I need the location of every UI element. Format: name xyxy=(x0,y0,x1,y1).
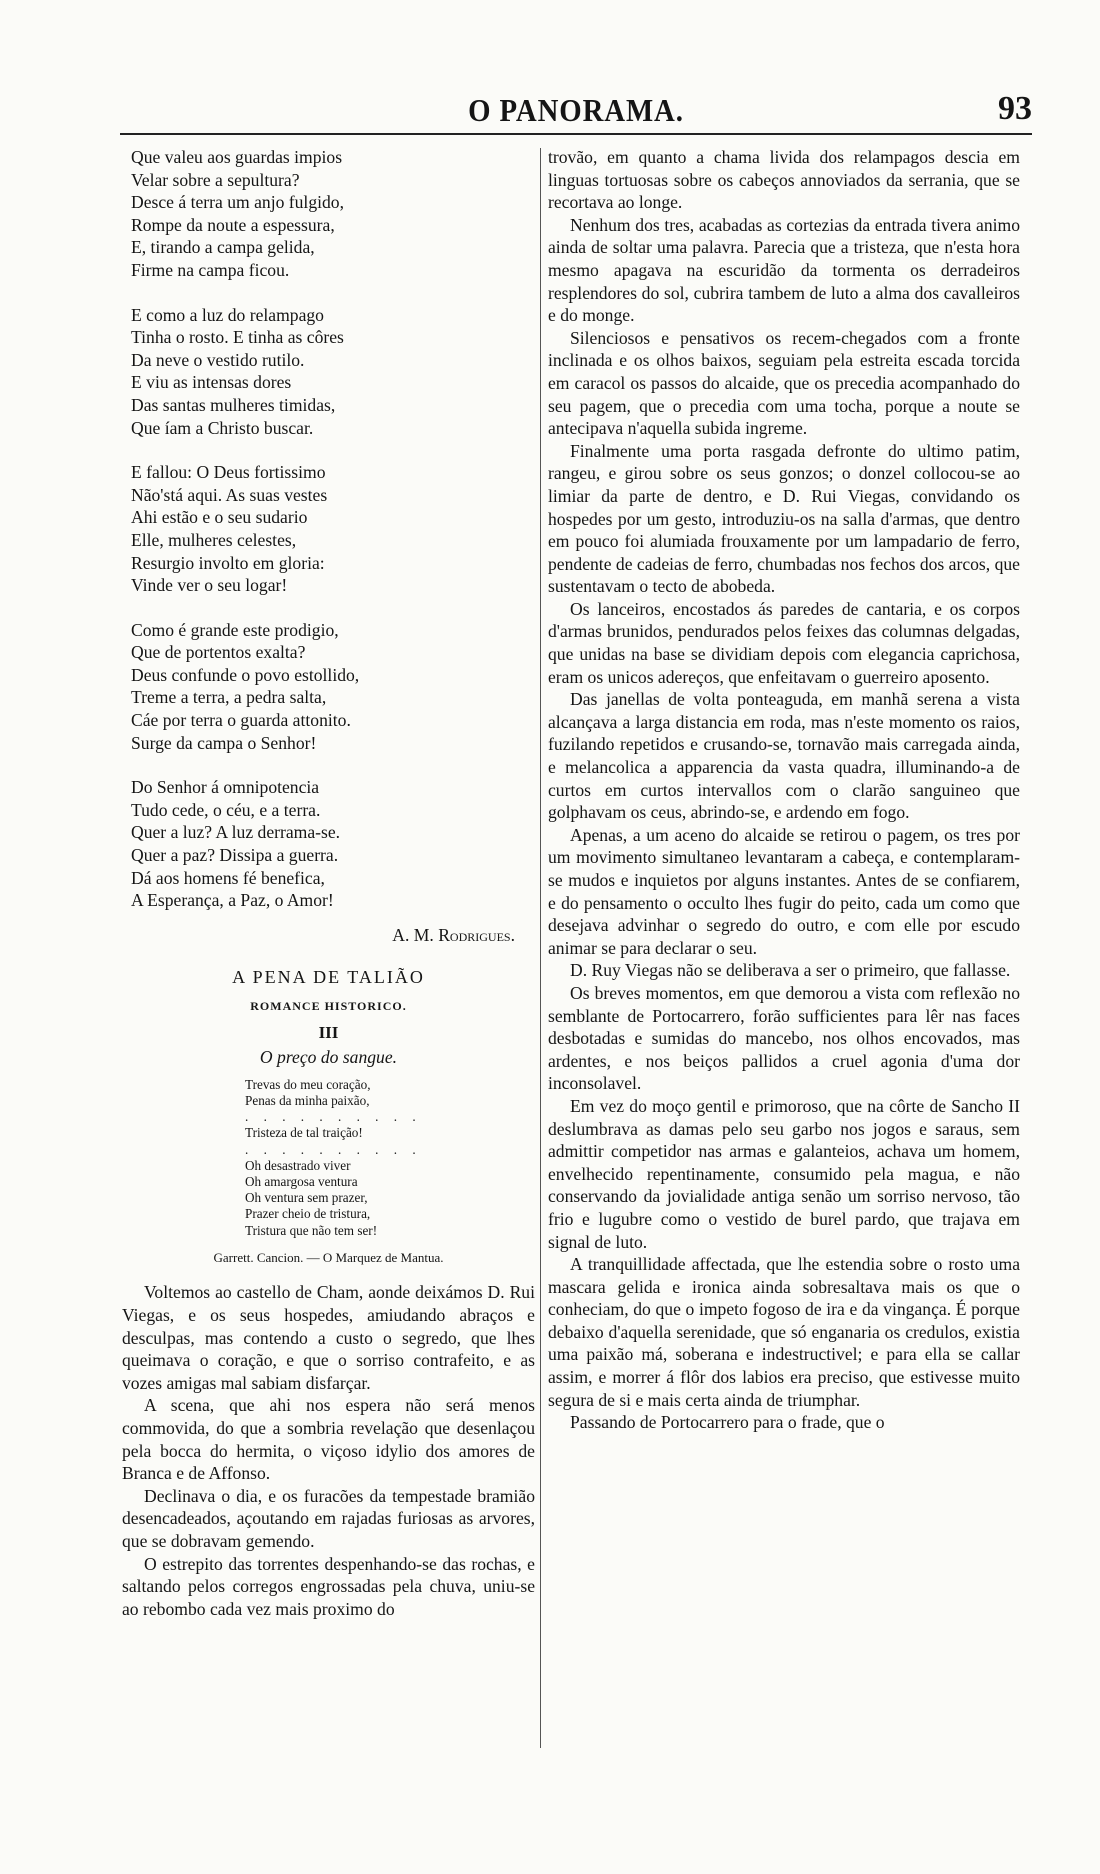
poem-stanza xyxy=(131,146,535,282)
verse-line: Rompe da noute a espessura, xyxy=(131,214,335,235)
verse-line: Que valeu aos guardas impios xyxy=(131,147,343,167)
epigraph-line: Prazer cheio de tristura, xyxy=(245,1206,371,1222)
left-column xyxy=(122,146,535,1620)
paragraph: Declinava o dia, e os furacões da tempestade bramião desencadeados, açoutando em rajadas furiosas as arvores, que se dobravam gemendo. xyxy=(122,1485,535,1551)
epigraph-line: Tristura que não tem ser! xyxy=(245,1222,378,1238)
verse-line: Surge da campa o Senhor! xyxy=(131,732,317,753)
verse-line: E, tirando a campa gelida, xyxy=(131,237,315,258)
poem-stanza xyxy=(131,461,535,597)
epigraph-source: Garrett. Cancion. — O Marquez de Mantua. xyxy=(213,1249,444,1265)
verse-line: A Esperança, a Paz, o Amor! xyxy=(131,890,334,911)
epigraph-line: Oh desastrado viver xyxy=(245,1157,351,1173)
poem-stanza xyxy=(131,304,535,440)
article-subtitle: ROMANCE HISTORICO. xyxy=(250,999,407,1013)
paragraph: Passando de Portocarrero para o frade, que o xyxy=(570,1412,885,1433)
verse-line: E viu as intensas dores xyxy=(131,372,292,393)
verse-line: Que íam a Christo buscar. xyxy=(131,417,314,438)
article-heading xyxy=(122,966,535,1068)
chapter-number: III xyxy=(318,1022,339,1042)
verse-line: Velar sobre a sepultura? xyxy=(131,169,300,190)
article-title: A PENA DE TALIÃO xyxy=(232,967,425,988)
verse-line: Firme na campa ficou. xyxy=(131,259,290,280)
paragraph: Os lanceiros, encostados ás paredes de cantaria, e os corpos d'armas brunidos, pendurados pelos feixes das columnas delgadas, que unidas na base se dividiam depois com elegancia caprichosa, eram os unicos adereços, que enfeitavam o guerreiro aposento. xyxy=(548,598,1020,687)
verse-line: E como a luz do relampago xyxy=(131,304,324,325)
verse-line: Como é grande este prodigio, xyxy=(131,619,339,640)
verse-line: Quer a paz? Dissipa a guerra. xyxy=(131,845,339,866)
paragraph: A tranquillidade affectada, que lhe estendia sobre o rosto uma mascara gelida e ironica ainda sobresaltava mais os que o conheciam, do que o impeto fogoso de ira e da vingança. É porque debaixo d'aquella serenidade, que só enganaria os credulos, existia uma paixão má, soberana e indestructivel; e para ella se callar assim, e morrer á flôr dos labios era preciso, que estivesse muito segura de si e mais certa ainda de triumphar. xyxy=(548,1254,1020,1410)
poem-signature: A. M. Rodrigues. xyxy=(392,924,515,945)
verse-line: Não'stá aqui. As suas vestes xyxy=(131,484,328,505)
verse-line: E fallou: O Deus fortissimo xyxy=(131,462,326,483)
verse-line: Do Senhor á omnipotencia xyxy=(131,777,320,798)
epigraph-ellipsis: . . . . . . . . . . xyxy=(245,1141,422,1157)
paragraph: Nenhum dos tres, acabadas as cortezias da entrada tivera animo ainda de soltar uma palavra. Parecia que a tristeza, que n'esta hora mesmo apagava na escuridão da tormenta os derradeiros resplendores do sol, cubrira tambem de luto a alma dos cavalleiros e do monge. xyxy=(548,214,1020,326)
paragraph: O estrepito das torrentes despenhando-se das rochas, e saltando pelos corregos engrossadas pela chuva, uniu-se ao rebombo cada vez mais proximo do xyxy=(122,1553,535,1619)
page-number: 93 xyxy=(998,90,1032,127)
verse-line: Dá aos homens fé benefica, xyxy=(131,867,325,888)
poem-stanza xyxy=(131,776,535,912)
paragraph: Finalmente uma porta rasgada defronte do ultimo patim, rangeu, e girou sobre os seus gonzos; o donzel collocou-se ao limiar da parte de dentro, e D. Rui Viegas, convidando os hospedes por um gesto, introduziu-os na salla d'armas, que dentro em pouco foi alumiada frouxamente por um lampadario de ferro, pendente de cadeias de ferro, chumbadas nos fechos dos arcos, que sustentavam o tecto de abobeda. xyxy=(548,440,1020,597)
paragraph: Apenas, a um aceno do alcaide se retirou o pagem, os tres por um movimento simultaneo levantaram a cabeça, e contemplaram-se mudos e inquietos por alguns instantes. Antes de se confiarem, e do pensamento o occulto lhes fugir do peito, cada um como que desejava advinhar o segredo do outro, e com elle por escudo animar se para declarar o seu. xyxy=(548,824,1020,958)
verse-line: Desce á terra um anjo fulgido, xyxy=(131,192,344,213)
article-body-left xyxy=(122,1281,535,1620)
verse-line: Da neve o vestido rutilo. xyxy=(131,349,305,370)
paragraph: Voltemos ao castello de Cham, aonde deixámos D. Rui Viegas, e os seus hospedes, amiudando abraços e desculpas, mas contendo a custo o segredo, que lhes queimava o coração, e que o sorriso contrafeito, e as vozes amigas mal sabiam disfarçar. xyxy=(122,1282,535,1393)
verse-line: Treme a terra, a pedra salta, xyxy=(131,687,327,708)
right-column xyxy=(548,146,1020,1434)
paragraph: A scena, que ahi nos espera não será menos commovida, do que a sombria revelação que desenlaçou pela bocca do hermita, o viçoso idylio dos amores de Branca e de Affonso. xyxy=(122,1395,535,1484)
verse-line: Das santas mulheres timidas, xyxy=(131,394,336,415)
chapter-title: O preço do sangue. xyxy=(259,1047,398,1068)
verse-line: Quer a luz? A luz derrama-se. xyxy=(131,822,341,843)
verse-line: Resurgio involto em gloria: xyxy=(131,552,325,573)
epigraph-ellipsis: . . . . . . . . . . xyxy=(245,1109,422,1125)
paragraph: Em vez do moço gentil e primoroso, que na côrte de Sancho II deslumbrava as damas pelo seu garbo nos jogos e saraus, sem admittir competidor nas armas e galanteios, achava um homem, envelhecido repentinamente, consumido pela magua, e não conservando da jovialidade antiga senão um sorriso nervoso, tão frio e lugubre como o vestido de burel pardo, que trajava em signal de luto. xyxy=(548,1095,1020,1252)
verse-line: Ahi estão e o seu sudario xyxy=(131,507,308,528)
page-header xyxy=(120,90,1032,134)
paragraph: Silenciosos e pensativos os recem-chegados com a fronte inclinada e os olhos baixos, seguiam pela estreita escada torcida em caracol os passos do alcaide, que os precedia acompanhado do seu pagem, que o precedia com uma tocha, porque a noute se antecipava n'aquella subida ingreme. xyxy=(548,327,1020,439)
verse-line: Vinde ver o seu logar! xyxy=(131,575,288,596)
column-divider xyxy=(540,148,541,1748)
header-rule xyxy=(120,133,1032,135)
verse-line: Que de portentos exalta? xyxy=(131,642,306,663)
verse-line: Deus confunde o povo estollido, xyxy=(131,664,360,685)
epigraph-line: Trevas do meu coração, xyxy=(245,1076,371,1092)
poem-stanza xyxy=(131,619,535,755)
epigraph xyxy=(245,1077,535,1239)
paragraph: Das janellas de volta ponteaguda, em manhã serena a vista alcançava a larga distancia em roda, mas n'este momento os raios, fuzilando repetidos e crusando-se, tornavão mais carregada ainda, e melancolica a apparencia da vasta quadra, illuminando-a de curtos em curtos intervallos com o clarão sanguineo que golphavam os ceus, abrindo-se, e ardendo em fogo. xyxy=(548,689,1020,823)
poem xyxy=(122,146,535,946)
verse-line: Cáe por terra o guarda attonito. xyxy=(131,710,351,731)
verse-line: Tudo cede, o céu, e a terra. xyxy=(131,799,321,820)
epigraph-line: Penas da minha paixão, xyxy=(245,1092,370,1108)
epigraph-line: Oh ventura sem prazer, xyxy=(245,1190,368,1206)
verse-line: Elle, mulheres celestes, xyxy=(131,529,297,550)
paragraph: D. Ruy Viegas não se deliberava a ser o primeiro, que fallasse. xyxy=(570,960,1011,981)
epigraph-line: Tristeza de tal traição! xyxy=(245,1125,363,1141)
paragraph: Os breves momentos, em que demorou a vista com reflexão no semblante de Portocarrero, forão sufficientes para lêr nas faces desbotadas e sumidas do mancebo, nos olhos encovados, mas ardentes, e nos beiços pallidos a cruel agonia d'uma dor inconsolavel. xyxy=(548,982,1020,1094)
verse-line: Tinha o rosto. E tinha as côres xyxy=(131,327,344,348)
paragraph: trovão, em quanto a chama livida dos relampagos descia em linguas tortuosas sobre os cabeços annoviados da serrania, que se recortava ao longe. xyxy=(548,147,1020,213)
journal-title: O PANORAMA. xyxy=(468,92,684,128)
epigraph-line: Oh amargosa ventura xyxy=(245,1174,358,1189)
